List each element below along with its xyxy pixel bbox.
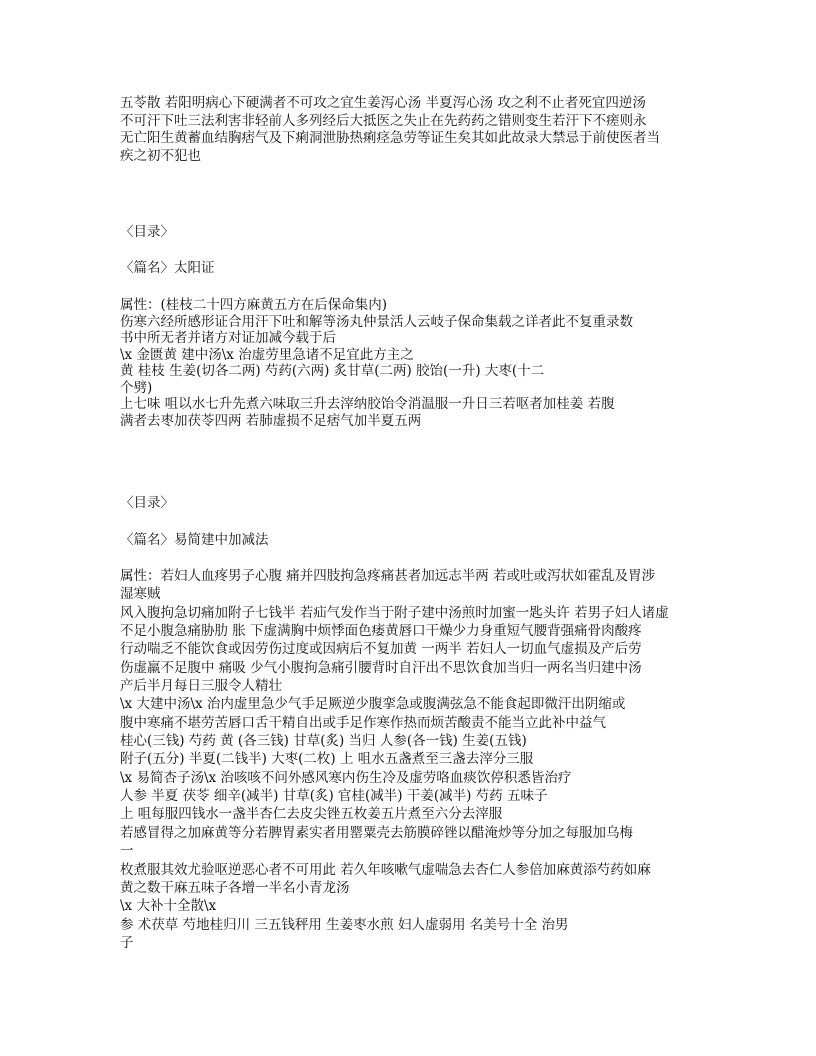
text-line: \x 大建中汤\x 治内虚里急少气手足厥逆少腹挛急或腹满弦急不能食起即微汗出阴缩或 xyxy=(120,696,626,713)
text-line: 不足小腹急痛胁肋 胀 下虚满胸中烦悸面色痿黄唇口干燥少力身重短气腰背强痛骨肉酸疼 xyxy=(120,623,642,640)
text-line: 人参 半夏 茯苓 细辛(减半) 甘草(炙) 官桂(减半) 干姜(减半) 芍药 五味子 xyxy=(120,788,548,805)
text-line: 产后半月每日三服令人精壮 xyxy=(120,678,282,695)
text-line: 疾之初不犯也 xyxy=(120,148,201,165)
text-line: 腹中寒痛不堪劳苦唇口舌干精自出或手足作寒作热而烦苦酸责不能当立此补中益气 xyxy=(120,714,606,731)
text-line: 子 xyxy=(120,934,134,951)
text-line: 行动喘乏不能饮食或因劳伤过度或因病后不复加黄 一两半 若妇人一切血气虚损及产后劳 xyxy=(120,641,642,658)
text-line: \x 金匮黄 建中汤\x 治虚劳里急诸不足宜此方主之 xyxy=(120,346,414,363)
text-line: 上七味 咀以水七升先煮六味取三升去滓纳胶饴令消温服一升日三若呕者加桂姜 若腹 xyxy=(120,396,615,412)
toc-marker-1: 〈目录〉 xyxy=(120,224,174,240)
text-line: 满者去枣加茯苓四两 若肺虚损不足痞气加半夏五两 xyxy=(120,412,422,429)
text-line: 黄 桂枝 生姜(切各二两) 芍药(六两) 炙甘草(二两) 胶饴(一升) 大枣(十二 xyxy=(120,363,545,379)
section-title-2: 〈篇名〉易简建中加减法 xyxy=(120,532,269,548)
text-line: 桂心(三钱) 芍药 黄 (各三钱) 甘草(炙) 当归 人参(各一钱) 生姜(五钱) xyxy=(120,733,527,750)
section2-body xyxy=(120,567,720,952)
text-line: 风入腹拘急切痛加附子七钱半 若疝气发作当于附子建中汤煎时加蜜一匙头许 若男子妇人诸虚 xyxy=(120,604,669,621)
text-line: 黄之数干麻五味子各增一半名小青龙汤 xyxy=(120,879,350,896)
text-line: 若感冒得之加麻黄等分若脾胃素实者用罂粟壳去筋膜碎锉以醋淹炒等分加之每服加乌梅 xyxy=(120,824,633,841)
text-line: 一 xyxy=(120,843,134,860)
text-line: 五苓散 若阳明病心下硬满者不可攻之宜生姜泻心汤 半夏泻心汤 攻之利不止者死宜四逆汤 xyxy=(120,95,646,111)
text-line: 伤虚羸不足腹中 痛吸 少气小腹拘急痛引腰背时自汗出不思饮食加当归一两名当归建中汤 xyxy=(120,659,642,676)
text-line: 上 咀每服四钱水一盏半杏仁去皮尖锉五枚姜五片煮至六分去滓服 xyxy=(120,806,503,823)
text-line: 伤寒六经所感形证合用汗下吐和解等汤丸仲景活人云岐子保命集载之详者此不复重录数 xyxy=(120,313,633,330)
text-line: 附子(五分) 半夏(二钱半) 大枣(二枚) 上 咀水五盏煮至三盏去滓分三服 xyxy=(120,751,534,768)
text-line: 个劈) xyxy=(120,379,153,396)
section1-body xyxy=(120,297,720,429)
text-line: 属性：若妇人血疼男子心腹 痛并四肢拘急疼痛甚者加远志半两 若或吐或泻状如霍乱及胃涉 xyxy=(120,568,656,584)
text-line: 参 术茯草 芍地桂归川 三五钱秤用 生姜枣水煎 妇人虚弱用 名美号十全 治男 xyxy=(120,916,569,933)
text-line: 不可汗下吐三法利害非轻前人多列经后大抵医之失止在先药药之错则变生若汗下不瘥则永 xyxy=(120,112,647,129)
text-line: 书中所无者并诸方对证加减今载于后 xyxy=(120,330,336,346)
text-line: 枚煮服其效尤验呕逆恶心者不可用此 若久年咳嗽气虚喘急去杏仁人参倍加麻黄添芍药如麻 xyxy=(120,861,651,878)
text-line: 属性：(桂枝二十四方麻黄五方在后保命集内) xyxy=(120,297,388,313)
text-line: 湿寒贼 xyxy=(120,586,161,603)
section-title-1: 〈篇名〉太阳证 xyxy=(120,260,215,276)
text-line: 无亡阳生黄蓄血结胸痞气及下痢洞泄胁热痢痉急劳等证生矣其如此故录大禁忌于前使医者当 xyxy=(120,130,660,147)
text-line: \x 大补十全散\x xyxy=(120,898,217,915)
text-line: \x 易简杏子汤\x 治咳咳不问外感风寒内伤生冷及虚劳咯血痰饮停积悉皆治疗 xyxy=(120,769,572,786)
toc-marker-2: 〈目录〉 xyxy=(120,495,174,511)
intro-paragraph xyxy=(120,95,720,166)
